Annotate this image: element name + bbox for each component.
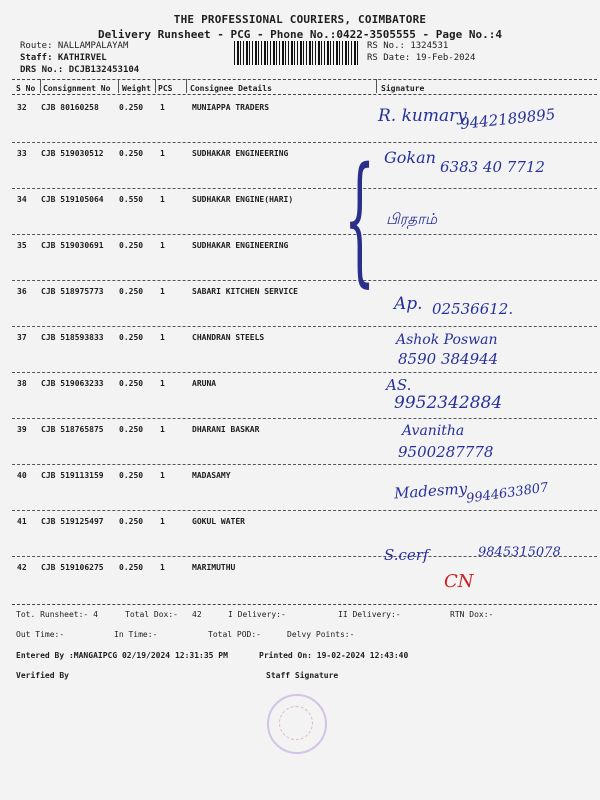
row-consignee: DHARANI BASKAR [192,425,260,434]
grouping-brace-mark: { [344,138,376,301]
row-consignee: SUDHAKAR ENGINEERING [192,149,289,158]
row-pcs: 1 [160,517,165,526]
row-sno: 42 [17,563,27,572]
handwritten-phone: 9500287778 [398,443,494,461]
table-row [0,238,600,284]
col-consignment: Consignment No [43,84,111,93]
handwritten-signature: S.cerf [384,546,429,564]
row-consignment: CJB 519106275 [41,563,104,572]
row-sno: 41 [17,517,27,526]
handwritten-signature: Gokan [384,148,436,167]
handwritten-signature: Avanitha [402,423,465,439]
col-sno: S No [16,84,36,93]
row-pcs: 1 [160,379,165,388]
col-weight: Weight [122,84,151,93]
header-bottom-rule [12,94,597,95]
handwritten-phone: 6383 40 7712 [440,158,545,176]
ii-delivery: II Delivery:- [338,610,401,619]
row-pcs: 1 [160,241,165,250]
row-separator [12,464,597,465]
row-consignment: CJB 519113159 [41,471,104,480]
row-sno: 40 [17,471,27,480]
company-title: THE PROFESSIONAL COURIERS, COIMBATORE [173,13,427,26]
row-consignee: CHANDRAN STEELS [192,333,265,342]
row-weight: 0.250 [119,471,144,480]
table-row [0,376,600,422]
rs-date: RS Date: 19-Feb-2024 [367,53,476,63]
table-row [0,330,600,376]
handwritten-phone: 9952342884 [394,393,503,413]
col-divider [155,79,156,93]
row-weight: 0.250 [119,149,144,158]
route-label: Route: NALLAMPALAYAM [20,41,129,51]
row-consignee: MARIMUTHU [192,563,236,572]
row-sno: 37 [17,333,27,342]
out-time: Out Time:- [16,630,65,639]
header-top-rule [12,79,597,80]
row-consignee: SUDHAKAR ENGINEERING [192,241,289,250]
row-weight: 0.250 [119,103,144,112]
row-pcs: 1 [160,149,165,158]
handwritten-phone: 9442189895 [459,105,557,133]
table-row [0,545,600,606]
row-weight: 0.250 [119,379,144,388]
row-consignment: CJB 519105064 [41,195,104,204]
handwritten-signature: Ap. [394,294,423,314]
table-row [0,192,600,238]
col-consignee: Consignee Details [190,84,272,93]
row-separator [12,280,597,281]
row-consignment: CJB 518593833 [41,333,104,342]
row-weight: 0.250 [119,241,144,250]
verified-by: Verified By [16,671,69,680]
row-weight: 0.250 [119,333,144,342]
rtn-dox: RTN Dox:- [450,610,494,619]
row-consignment: CJB 80160258 [41,103,99,112]
staff-signature-label: Staff Signature [266,671,339,680]
row-consignment: CJB 518975773 [41,287,104,296]
table-bottom-rule [12,604,597,605]
staff-label: Staff: KATHIRVEL [20,53,107,63]
handwritten-signature: R. kumary [378,106,467,126]
row-weight: 0.250 [119,287,144,296]
handwritten-phone: 9944633807 [465,480,550,507]
handwritten-signature: பிரதாம் [386,210,438,228]
total-pod: Total POD:- [208,630,261,639]
row-separator [12,372,597,373]
total-dox-label: Total Dox:- [125,610,178,619]
row-separator [12,142,597,143]
office-stamp [267,694,327,754]
row-weight: 0.250 [119,563,144,572]
row-sno: 38 [17,379,27,388]
row-pcs: 1 [160,103,165,112]
runsheet-subtitle: Delivery Runsheet - PCG - Phone No.:0422-3505555 - Page No.:4 [98,28,502,41]
row-pcs: 1 [160,333,165,342]
row-consignee: ARUNA [192,379,217,388]
rs-number: RS No.: 1324531 [367,41,449,51]
barcode [234,41,358,65]
row-sno: 35 [17,241,27,250]
total-runsheet: Tot. Runsheet:- 4 [16,610,98,619]
row-sno: 32 [17,103,27,112]
handwritten-phone: 8590 384944 [398,350,499,368]
row-pcs: 1 [160,471,165,480]
col-divider [186,79,187,93]
table-row [0,284,600,330]
cn-mark: CN [444,571,474,592]
delvy-points: Delvy Points:- [287,630,355,639]
handwritten-phone: 9845315078 [478,545,561,560]
row-pcs: 1 [160,287,165,296]
table-row [0,146,600,192]
row-consignee: SABARI KITCHEN SERVICE [192,287,298,296]
handwritten-phone: 02536612. [432,300,514,318]
row-weight: 0.550 [119,195,144,204]
table-row [0,100,600,146]
total-dox-value: 42 [192,610,202,619]
row-sno: 39 [17,425,27,434]
row-consignment: CJB 519030512 [41,149,104,158]
row-pcs: 1 [160,563,165,572]
row-consignment: CJB 518765875 [41,425,104,434]
drs-number: DRS No.: DCJB132453104 [20,65,140,75]
table-row [0,422,600,468]
row-separator [12,188,597,189]
row-sno: 36 [17,287,27,296]
row-separator [12,510,597,511]
col-divider [376,79,377,93]
table-row [0,468,600,514]
row-separator [12,326,597,327]
row-consignee: MUNIAPPA TRADERS [192,103,270,112]
col-signature: Signature [381,84,425,93]
printed-on: Printed On: 19-02-2024 12:43:40 [259,651,409,660]
col-divider [118,79,119,93]
row-separator [12,234,597,235]
row-sno: 34 [17,195,27,204]
col-divider [40,79,41,93]
col-pcs: PCS [158,84,173,93]
row-consignment: CJB 519063233 [41,379,104,388]
row-pcs: 1 [160,195,165,204]
row-consignee: GOKUL WATER [192,517,245,526]
row-separator [12,418,597,419]
row-consignment: CJB 519030691 [41,241,104,250]
entered-by: Entered By :MANGAIPCG 02/19/2024 12:31:35 PM [16,651,228,660]
row-sno: 33 [17,149,27,158]
row-weight: 0.250 [119,517,144,526]
handwritten-signature: AS. [386,376,412,394]
in-time: In Time:- [114,630,158,639]
row-pcs: 1 [160,425,165,434]
i-delivery: I Delivery:- [228,610,286,619]
handwritten-signature: Madesmy [393,479,468,503]
row-consignment: CJB 519125497 [41,517,104,526]
row-consignee: SUDHAKAR ENGINE(HARI) [192,195,294,204]
row-consignee: MADASAMY [192,471,231,480]
row-weight: 0.250 [119,425,144,434]
handwritten-signature: Ashok Poswan [396,332,498,348]
